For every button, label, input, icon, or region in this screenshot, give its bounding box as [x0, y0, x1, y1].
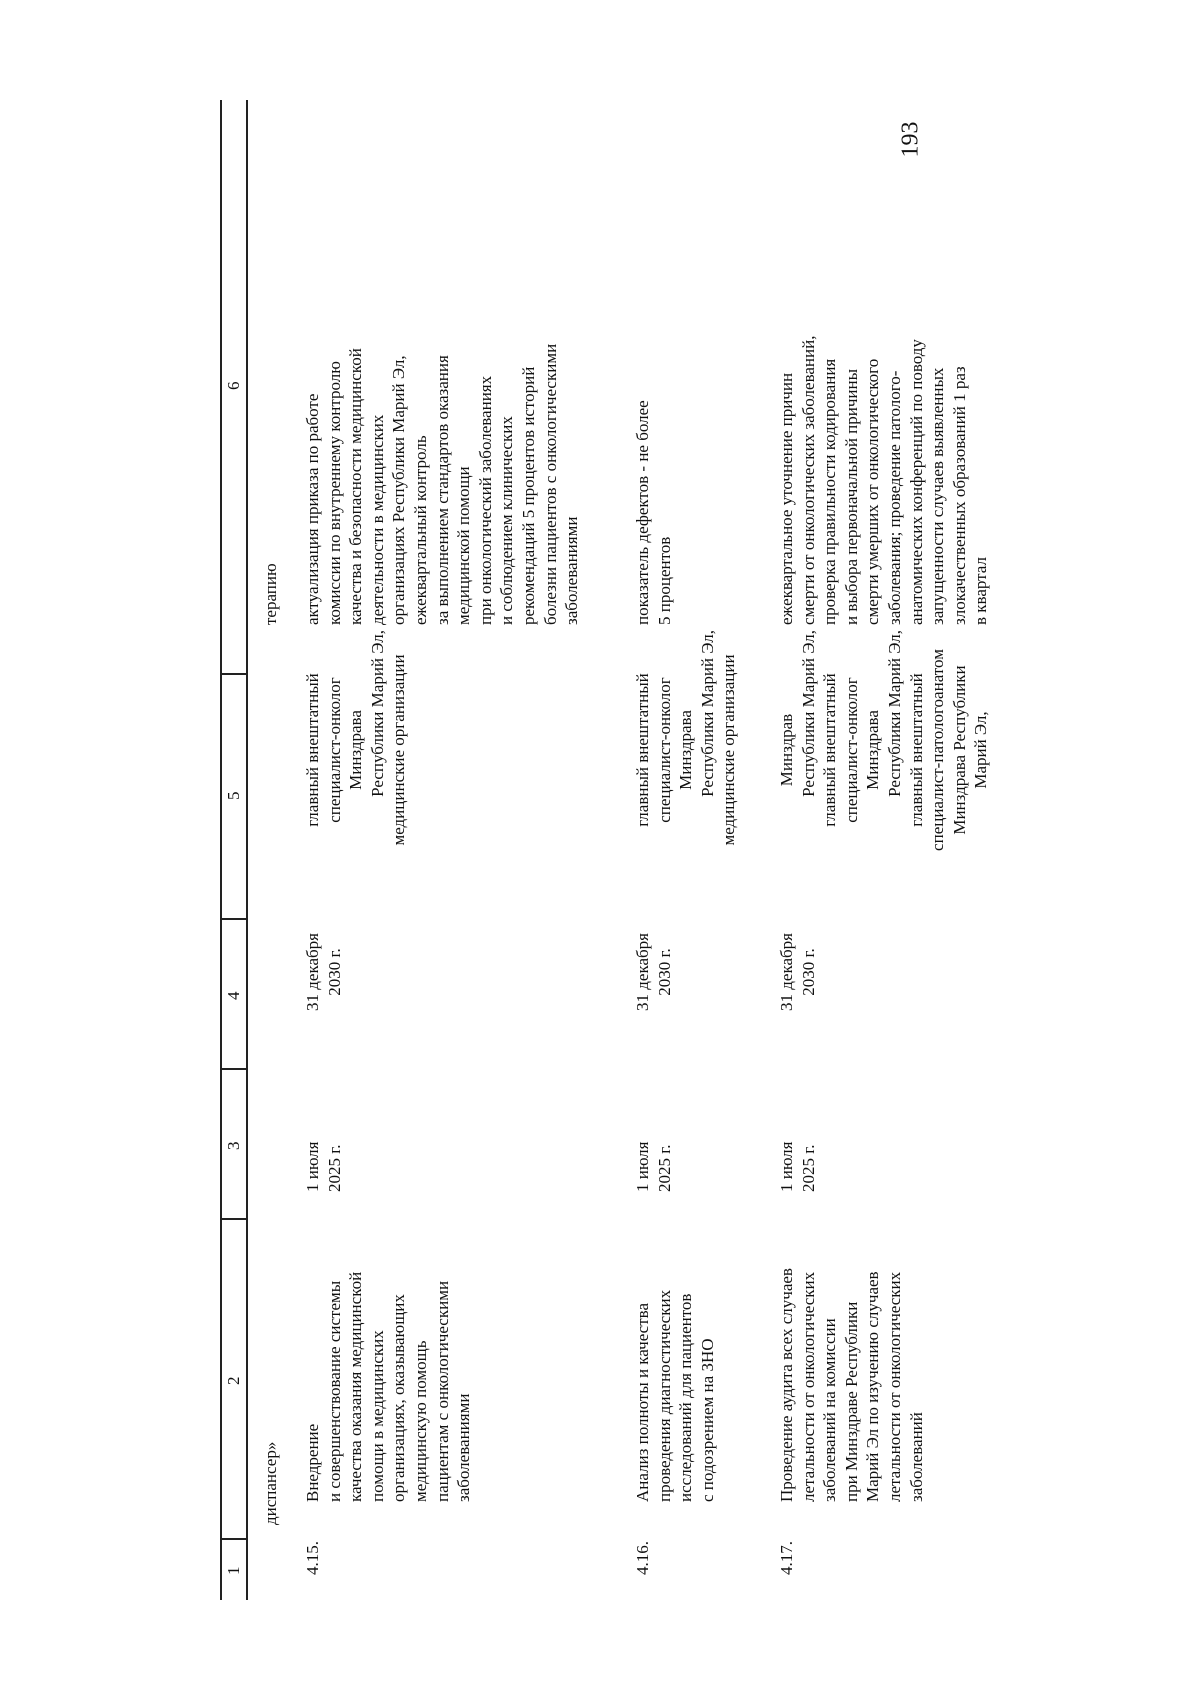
- row-start-date: 1 июля 2025 г.: [777, 1141, 818, 1192]
- row-result: показатель дефектов - не более 5 процентов: [633, 400, 674, 625]
- row-start-date: 1 июля 2025 г.: [303, 1141, 344, 1192]
- column-header-5: 5: [224, 791, 243, 800]
- column-divider: [220, 1068, 247, 1070]
- column-divider: [220, 673, 247, 675]
- row-action: Анализ полноты и качества проведения диагностических исследований для пациентов с подозрением на ЗНО: [633, 1289, 717, 1502]
- row-action: Проведение аудита всех случаев летальности от онкологических заболеваний на комиссии при Минздраве Республики Марий Эл по изучению случаев летальности от онкологических заболеваний: [777, 1268, 926, 1502]
- row-number: 4.16.: [633, 1541, 652, 1575]
- row-result: ежеквартальное уточнение причин смерти от онкологических заболеваний, проверка правильности кодирования и выбора первоначальной причины смерти умерших от онкологического заболевания; проведение патолого- анатомических конференций по поводу запущенности случаев выявленных злокачественных образований 1 раз в квартал: [777, 335, 991, 625]
- column-divider: [220, 1538, 247, 1540]
- column-divider: [220, 918, 247, 920]
- row-responsible: главный внештатный специалист-онколог Минздрава Республики Марий Эл, медицинские организации: [303, 630, 409, 846]
- row-end-date: 31 декабря 2030 г.: [777, 933, 818, 1011]
- column-header-1: 1: [224, 1566, 243, 1575]
- column-header-2: 2: [224, 1376, 243, 1385]
- page-number: 193: [897, 121, 924, 158]
- column-divider: [220, 1218, 247, 1220]
- row-number: 4.15.: [303, 1541, 322, 1575]
- row-responsible: главный внештатный специалист-онколог Минздрава Республики Марий Эл, медицинские организации: [633, 630, 739, 846]
- row-end-date: 31 декабря 2030 г.: [633, 933, 674, 1011]
- row-end-date: 31 декабря 2030 г.: [303, 933, 344, 1011]
- row-responsible: Минздрав Республики Марий Эл, главный внештатный специалист-онколог Минздрава Республики Марий Эл, главный внештатный специалист-патологоанатом Минздрава Республики Марий Эл,: [777, 630, 991, 851]
- row-number: 4.17.: [777, 1541, 796, 1575]
- table-top-rule: [220, 100, 222, 1600]
- continuation-col2: диспансер»: [261, 1441, 280, 1525]
- column-header-4: 4: [224, 991, 243, 1000]
- column-header-3: 3: [224, 1141, 243, 1150]
- row-action: Внедрение и совершенствование системы качества оказания медицинской помощи в медицинских организациях, оказывающих медицинскую помощь пациентам с онкологическими заболеваниями: [303, 1271, 474, 1502]
- row-start-date: 1 июля 2025 г.: [633, 1141, 674, 1192]
- table-header-rule: [246, 100, 248, 1600]
- row-result: актуализация приказа по работе комиссии по внутреннему контролю качества и безопасности медицинской деятельности в медицинских организациях Республики Марий Эл, ежеквартальный контроль за выполнением стандартов оказания медицинской помощи при онкологический заболеваниях и соблюдением клинических рекомендаций 5 процентов историй болезни пациентов с онкологическими заболеваниями: [303, 343, 582, 625]
- measures-table: [220, 100, 991, 1600]
- continuation-col6: терапию: [261, 563, 280, 625]
- column-header-6: 6: [224, 381, 243, 390]
